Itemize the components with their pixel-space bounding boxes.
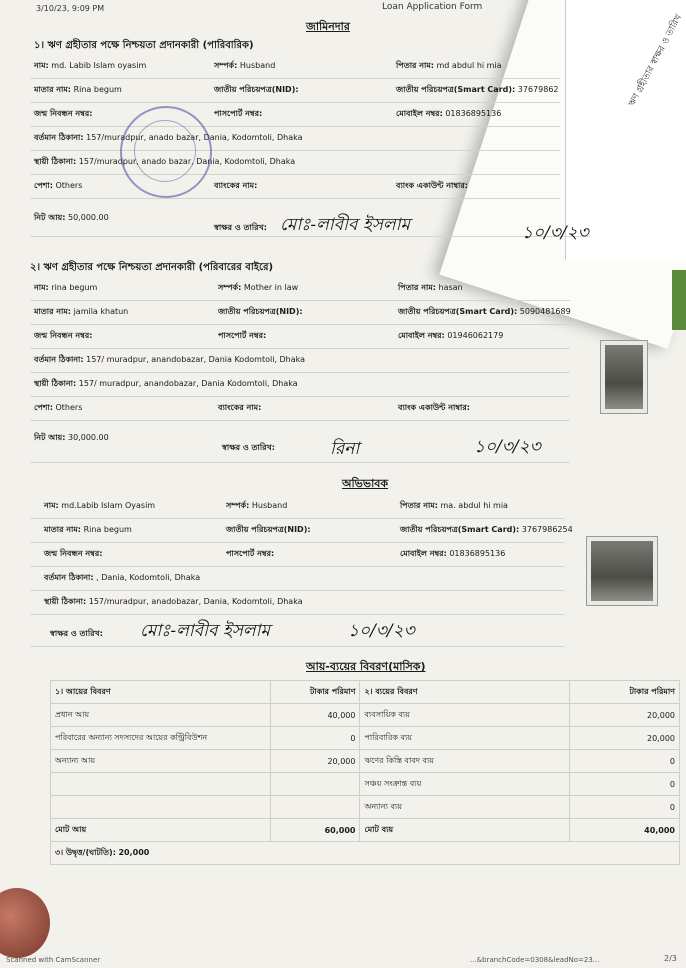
g-row-name: নাম: md.Labib Islam Oyasim সম্পর্ক: Husband পিতার নাম: ma. abdul hi mia [30,496,564,519]
s1-row-income: নিট আয়: 50,000.00 স্বাক্ষর ও তারিখ: মোঃ-লাবীব ইসলাম ১০/৩/২৩ [30,202,590,237]
form-title: Loan Application Form [382,2,483,12]
s2-row-birth: জন্ম নিবন্ধন নম্বর: পাসপোর্ট নম্বর: মোবাইল নম্বর: 01946062179 [30,326,570,349]
g-row-sign: স্বাক্ষর ও তারিখ: মোঃ-লাবীব ইসলাম ১০/৩/২৩ [30,616,564,647]
s2-row-present: বর্তমান ঠিকানা: 157/ muradpur, anandobazar, Dania Kodomtoli, Dhaka [30,350,570,373]
footer-url: ...&branchCode=0308&leadNo=23... [470,956,600,964]
side-note: ঋণ গ্রহীতার স্বাক্ষর ও তারিখ [627,13,685,109]
finger-in-frame [0,888,50,958]
finance-heading: আয়-ব্যয়ের বিবরণ(মাসিক) [306,660,426,673]
scanner-label: Scanned with CamScanner [6,956,101,964]
s1-row-permanent: স্থায়ী ঠিকানা: 157/muradpur, anado bazar, Dania, Kodomtoli, Dhaka [30,152,560,175]
s2-row-name: নাম: rina begum সম্পর্ক: Mother in law পিতার নাম: hasan [30,278,570,301]
finance-table [50,680,680,865]
seal-stamp [120,106,212,198]
table-row: অন্যান্য ব্যয় 0 [51,796,680,819]
print-datetime: 3/10/23, 9:09 PM [36,4,105,13]
g-row-permanent: স্থায়ী ঠিকানা: 157/muradpur, anadobazar, Dania, Kodomtoli, Dhaka [30,592,564,615]
section1-title: ১। ঋণ গ্রহীতার পক্ষে নিশ্চয়তা প্রদানকারী (পারিবারিক) [34,40,254,51]
guarantor-heading: জামিনদার [306,20,350,33]
s1-row-mother: মাতার নাম: Rina begum জাতীয় পরিচয়পত্র(NID): জাতীয় পরিচয়পত্র(Smart Card): 37679862 [30,80,560,103]
page-number: 2/3 [664,954,677,963]
section2-title: ২। ঋণ গ্রহীতার পক্ষে নিশ্চয়তা প্রদানকারী (পরিবারের বাইরে) [30,262,274,273]
g-sign-date: ১০/৩/২৩ [348,621,415,641]
s2-row-profession: পেশা: Others ব্যাংকের নাম: ব্যাংক একাউন্ট নাম্বার: [30,398,570,421]
s1-row-present: বর্তমান ঠিকানা: 157/muradpur, anado bazar, Dania, Kodomtoli, Dhaka [30,128,560,151]
table-row: পরিবারের অন্যান্য সদস্যদের আয়ের কন্ট্রিবিউশন 0 পারিবারিক ব্যয় 20,000 [51,727,680,750]
guardian-heading: অভিভাবক [342,477,389,490]
s1-row-birth: জন্ম নিবন্ধন নম্বর: পাসপোর্ট নম্বর: মোবাইল নম্বর: 01836895136 [30,104,560,127]
finance-surplus-row: ৩। উদ্বৃত্ত/(ঘাটতি): 20,000 [51,842,680,865]
s1-row-profession: পেশা: Others ব্যাংকের নাম: ব্যাংক একাউন্ট নাম্বার: [30,176,560,199]
g-row-birth: জন্ম নিবন্ধন নম্বর: পাসপোর্ট নম্বর: মোবাইল নম্বর: 01836895136 [30,544,564,567]
background-edge [672,270,686,330]
table-row: প্রধান আয় 40,000 ব্যবসায়িক ব্যয় 20,000 [51,704,680,727]
s1-sign-date: ১০/৩/২৩ [522,223,589,243]
s2-row-mother: মাতার নাম: jamila khatun জাতীয় পরিচয়পত্র(NID): জাতীয় পরিচয়পত্র(Smart Card): 5090481689 [30,302,570,325]
guarantor2-photo [600,340,648,414]
g-signature: মোঃ-লাবীব ইসলাম [140,621,270,641]
footer [0,954,686,968]
guardian-photo [586,536,658,606]
g-row-present: বর্তমান ঠিকানা: , Dania, Kodomtoli, Dhaka [30,568,564,591]
finance-total-row: মোট আয় 60,000 মোট ব্যয় 40,000 [51,819,680,842]
g-row-mother: মাতার নাম: Rina begum জাতীয় পরিচয়পত্র(NID): জাতীয় পরিচয়পত্র(Smart Card): 3767986254 [30,520,564,543]
s2-signature: রিনা [330,439,360,459]
s2-row-income: নিট আয়: 30,000.00 স্বাক্ষর ও তারিখ: রিনা ১০/৩/২৩ [30,424,570,463]
s1-signature: মোঃ-লাবীব ইসলাম [280,215,410,235]
s2-row-permanent: স্থায়ী ঠিকানা: 157/ muradpur, anandobazar, Dania Kodomtoli, Dhaka [30,374,570,397]
table-row: সঞ্চয় সংক্রান্ত ব্যয় 0 [51,773,680,796]
s2-sign-date: ১০/৩/২৩ [474,437,541,457]
table-row: অন্যান্য আয় 20,000 ঋণের কিস্তি বাবদ ব্যয় 0 [51,750,680,773]
s1-row-name: নাম: md. Labib Islam oyasim সম্পর্ক: Husband পিতার নাম: md abdul hi mia [30,56,560,79]
finance-header-row: ১। আয়ের বিবরণ টাকার পরিমাণ ২। ব্যয়ের বিবরণ টাকার পরিমাণ [51,681,680,704]
